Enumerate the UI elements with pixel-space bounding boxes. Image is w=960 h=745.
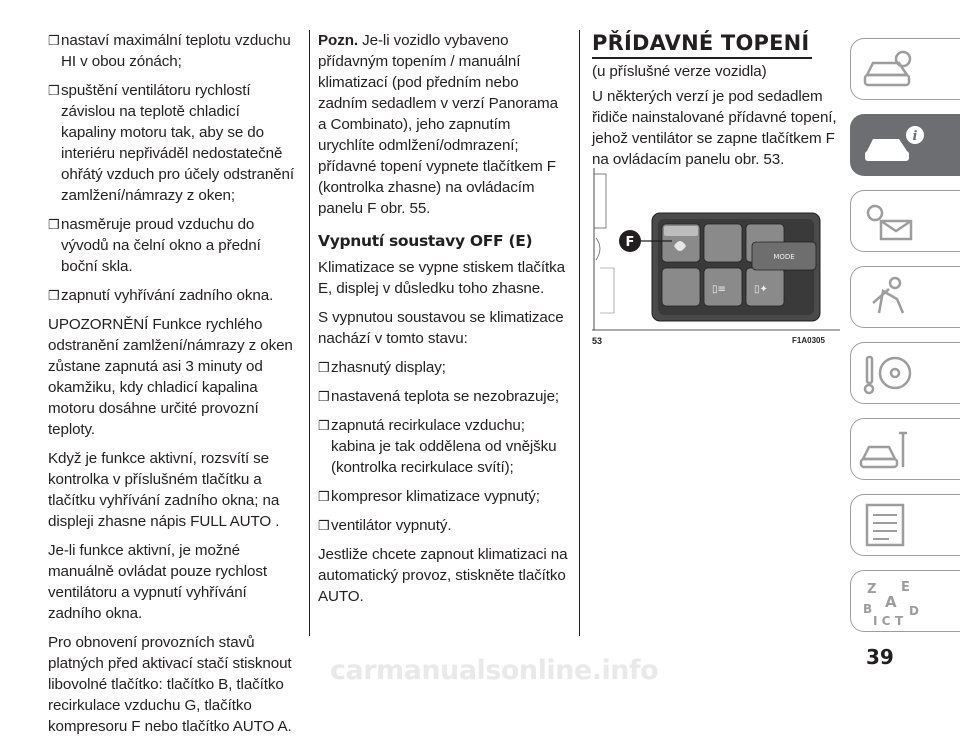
paragraph: Jestliže chcete zapnout klimatizaci na automatický provoz, stiskněte tlačítko AUTO. [318,546,568,605]
paragraph: Když je funkce aktivní, rozsvítí se kontrolka v příslušném tlačítku a tlačítku vyhřívání zadního okna; na displeji zhasne nápis FULL AUTO . [48,450,280,530]
paragraph: Klimatizace se vypne stiskem tlačítka E, displej v důsledku toho zhasne. [318,259,565,297]
svg-text:▯≡: ▯≡ [712,284,726,295]
list-item: ❒ ventilátor vypnutý. [318,517,452,534]
column-1 [48,30,298,745]
callout-f: F [625,235,635,250]
list-item: ❒ zapnutá recirkulace vzduchu; kabina je tak oddělena od vnějšku (kontrolka recirkulace svítí); [318,417,557,476]
column-divider [309,30,310,636]
svg-text:I C: I C [873,614,891,628]
bullet-icon: ❒ [48,217,60,232]
bullet-icon: ❒ [48,33,60,48]
bullet-icon: ❒ [318,518,330,533]
bullet-icon: ❒ [318,489,330,504]
list-item: ❒ nastavená teplota se nezobrazuje; [318,388,560,405]
alphabetical-index-icon [859,577,929,627]
seat-airbag-icon [859,273,919,321]
svg-text:B: B [863,602,873,616]
chapter-sidebar [850,38,960,646]
warning-lights-icon [859,197,919,245]
paragraph: S vypnutou soustavou se klimatizace nachází v tomto stavu: [318,309,564,347]
figure-number: 53 [592,336,603,346]
note-label: Pozn. [318,32,358,49]
svg-text:E: E [901,580,910,595]
page-number: 39 [866,645,894,669]
watermark: carmanualsonline.info [330,655,659,686]
steering-wheel-key-icon [859,349,919,397]
figure-control-panel [592,168,840,350]
tab-technical-data[interactable] [850,494,960,556]
paragraph: UPOZORNĚNÍ Funkce rychlého odstranění zamlžení/námrazy z oken zůstane zapnutá asi 3 minuty od okamžiku, kdy chladicí kapalina motoru dosáhne určité provozní teploty. [48,316,293,438]
paragraph: Pro obnovení provozních stavů platných před aktivací stačí stisknout libovolné tlačítko: tlačítko B, tlačítko recirkulace vzduchu G, tlačítko kompresoru F nebo tlačítko AUTO A. [48,634,292,735]
section-title: PŘÍDAVNÉ TOPENÍ [592,31,810,55]
tab-car-info[interactable] [850,114,960,176]
list-item: ❒ nastaví maximální teplotu vzduchu HI v obou zónách; [48,32,291,70]
svg-text:T: T [895,614,904,628]
list-item: ❒ spuštění ventilátoru rychlostí závislou na teplotě chladicí kapaliny motoru tak, aby se do interiéru nepřiváděl nedostatečně ohřátý vzduch pro účely odstranění zamlžení/námrazy z oken; [48,82,294,204]
svg-text:D: D [909,604,919,618]
paragraph: Je-li funkce aktivní, je možné manuálně ovládat pouze rychlost ventilátoru a vypnutí vyhřívání zadního okna. [48,542,267,622]
figure-code: F1A0305 [792,336,825,345]
subtitle: (u příslušné verze vozidla) [592,63,767,80]
title-underline [592,57,812,59]
tab-maintenance[interactable] [850,418,960,480]
paragraph: U některých verzí je pod sedadlem řidiče nainstalované přídavné topení, jehož ventilátor se zapne tlačítkem F na ovládacím panelu obr. 53. [592,88,837,168]
bullet-icon: ❒ [318,418,330,433]
list-item: ❒ zapnutí vyhřívání zadního okna. [48,287,274,304]
list-item: ❒ kompresor klimatizace vypnutý; [318,488,540,505]
list-item: ❒ nasměruje proud vzduchu do vývodů na čelní okno a přední boční skla. [48,216,261,275]
svg-text:Z: Z [867,582,877,597]
control-panel-illustration [592,168,840,350]
svg-text:A: A [885,593,897,611]
car-info-icon [859,121,929,169]
note-text: Je-li vozidlo vybaveno přídavným topením / manuální klimatizací (pod předním nebo zadním sedadlem v verzí Panorama a Combinato), jeho zapnutím urychlíte odmlžení/odmrazení; přídavné topení vypnete tlačítkem F (kontrolka zhasne) na ovládacím panelu F obr. 55. [318,32,558,217]
column-2 [318,30,570,615]
mode-label: MODE [773,253,795,261]
list-item: ❒ zhasnutý display; [318,359,446,376]
bullet-icon: ❒ [318,389,330,404]
tab-warning-lights[interactable] [850,190,960,252]
column-3 [592,30,840,178]
bullet-icon: ❒ [48,83,60,98]
section-heading: Vypnutí soustavy OFF (E) [318,232,533,250]
svg-text:▯✦: ▯✦ [754,284,768,295]
car-wrench-icon [859,425,919,473]
bullet-icon: ❒ [48,288,60,303]
note-paragraph [318,30,570,219]
tab-starting-driving[interactable] [850,342,960,404]
tab-index[interactable] [850,570,960,632]
technical-data-icon [859,501,919,549]
tab-dashboard[interactable] [850,38,960,100]
car-dashboard-icon [859,45,919,93]
column-divider [579,30,580,636]
tab-safety[interactable] [850,266,960,328]
svg-text:i: i [912,129,918,144]
bullet-icon: ❒ [318,360,330,375]
